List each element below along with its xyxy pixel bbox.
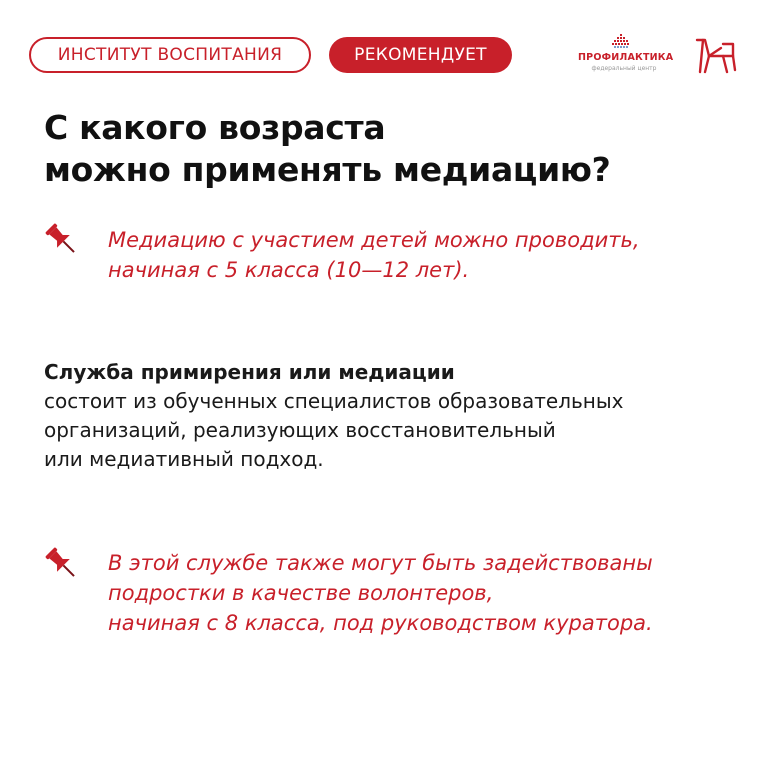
- note-line: подростки в качестве волонтеров,: [108, 581, 494, 605]
- age-note: [108, 225, 640, 285]
- pushpin-icon: [42, 220, 82, 260]
- note-line: начиная с 8 класса, под руководством куратора.: [108, 611, 653, 635]
- page-title: [44, 107, 611, 191]
- service-line: или медиативный подход.: [44, 447, 324, 471]
- logo-name: ПРОФИЛАКТИКА: [578, 52, 674, 63]
- service-description: [44, 358, 624, 474]
- service-line: состоит из обученных специалистов образовательных: [44, 389, 624, 413]
- note-line: начиная с 5 класса (10—12 лет).: [108, 258, 470, 282]
- service-heading: Служба примирения или медиации: [44, 360, 455, 384]
- pushpin-icon: [42, 544, 82, 584]
- service-line: организаций, реализующих восстановительный: [44, 418, 556, 442]
- volunteer-note: [108, 548, 653, 638]
- chair-logo-icon: [693, 36, 737, 76]
- note-line: Медиацию с участием детей можно проводить,: [108, 228, 640, 252]
- grid-logo-icon: [612, 34, 632, 50]
- note-line: В этой службе также могут быть задействованы: [108, 551, 653, 575]
- title-line: С какого возраста: [44, 108, 386, 147]
- recommends-badge: РЕКОМЕНДУЕТ: [329, 37, 512, 73]
- logo-subtitle: федеральный центр: [591, 65, 657, 72]
- institute-badge: ИНСТИТУТ ВОСПИТАНИЯ: [29, 37, 311, 73]
- title-line: можно применять медиацию?: [44, 150, 611, 189]
